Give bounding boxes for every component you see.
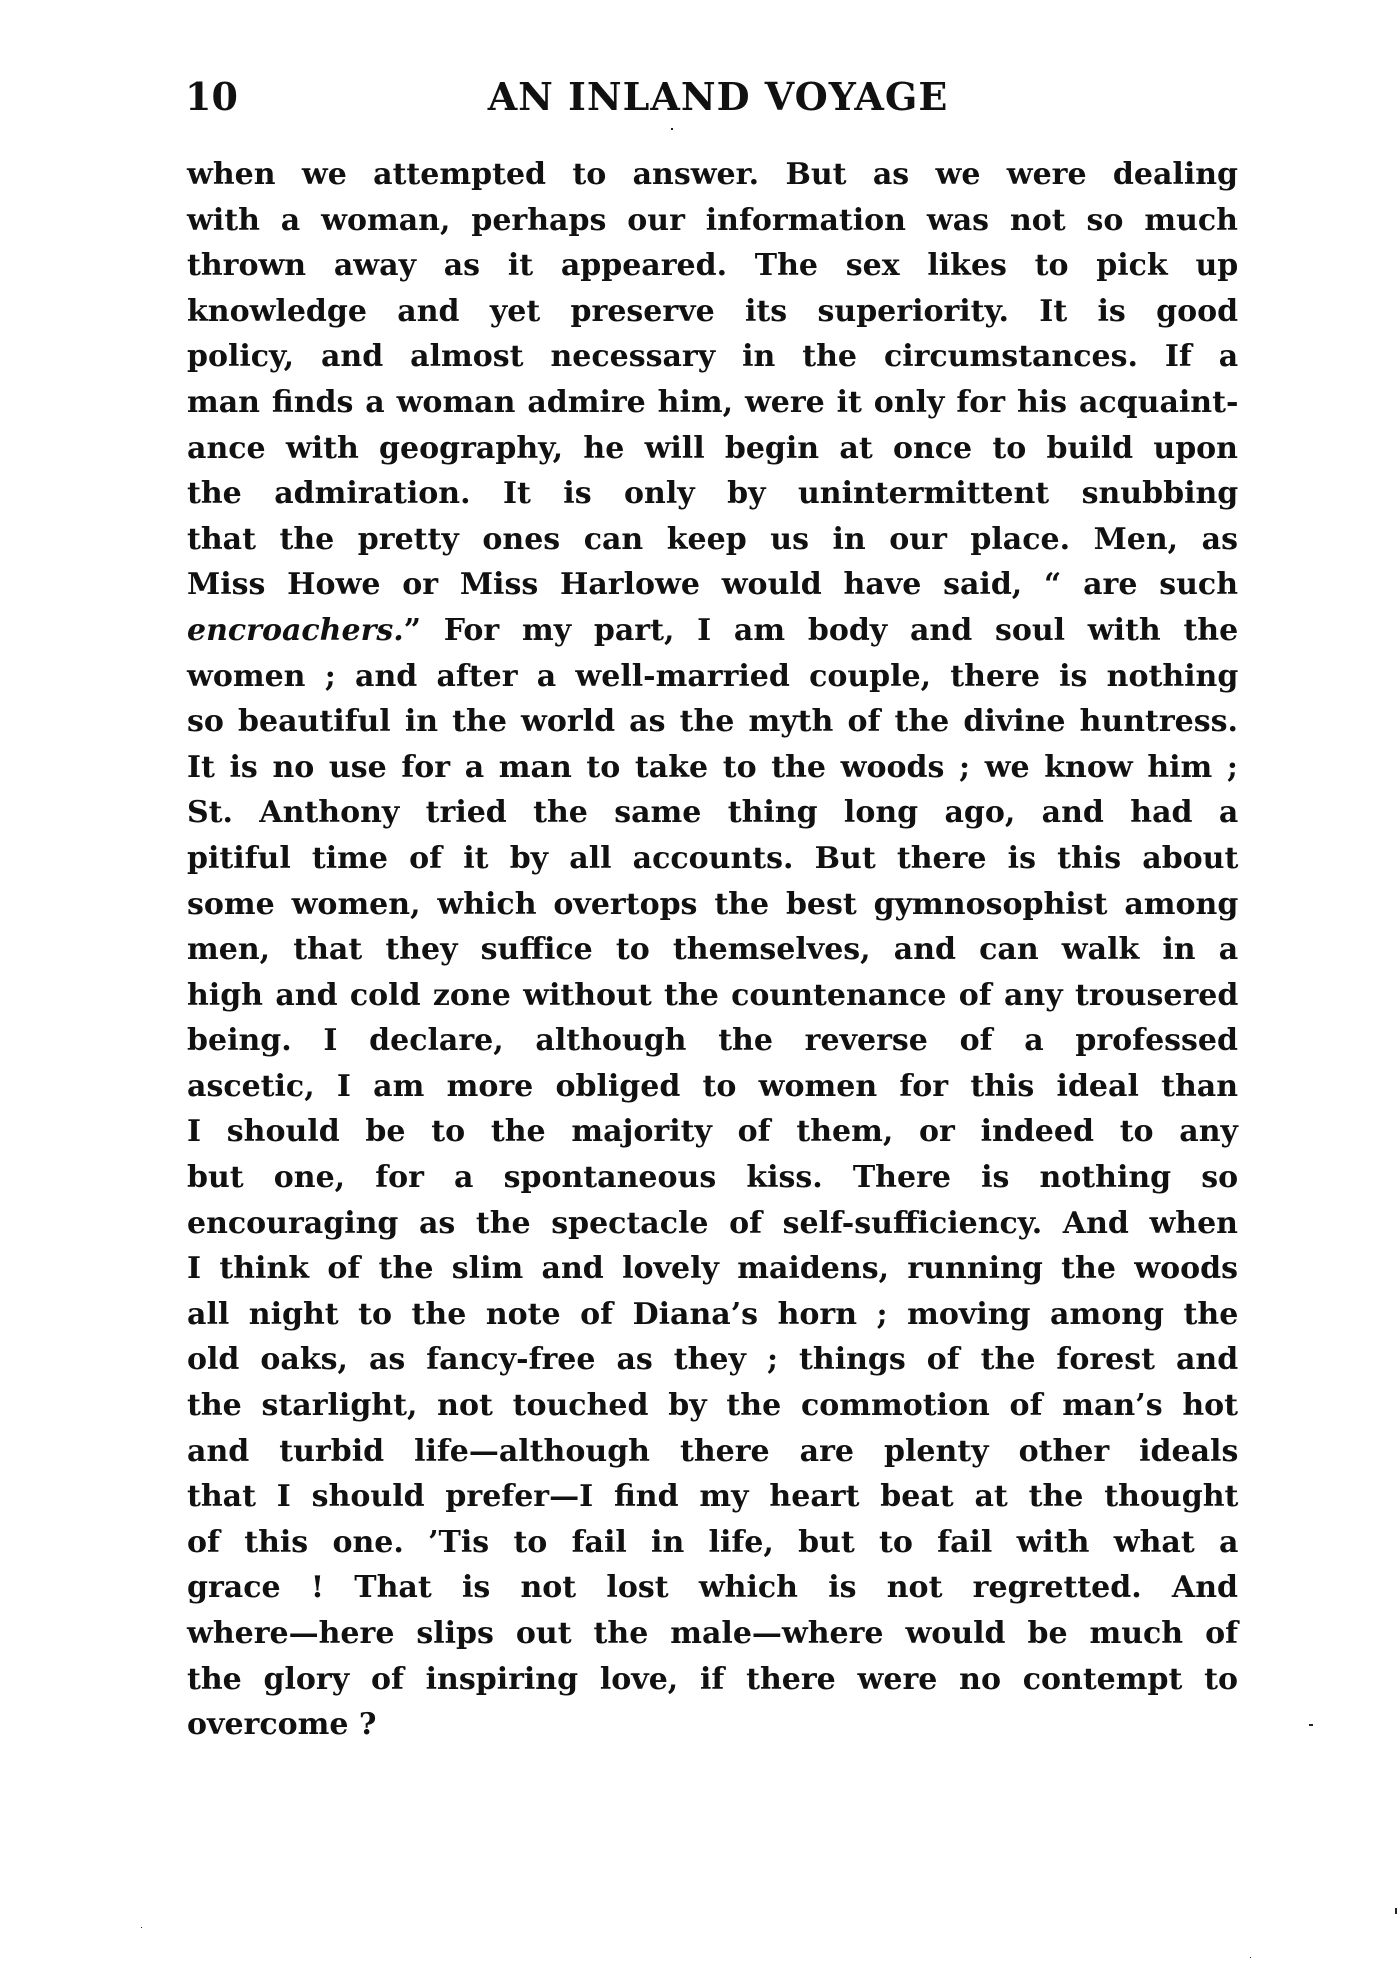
text-line: the glory of inspiring love, if there were no contempt to	[187, 1661, 1238, 1697]
text-line: old oaks, as fancy-free as they ; things of the forest and	[187, 1342, 1239, 1378]
body-text	[187, 152, 1238, 1748]
text-line: St. Anthony tried the same thing long ago, and had a	[187, 795, 1239, 831]
text-line: the admiration. It is only by unintermittent snubbing	[187, 476, 1239, 512]
text-line: ascetic, I am more obliged to women for this ideal than	[187, 1068, 1239, 1104]
text-line: thrown away as it appeared. The sex likes to pick up	[187, 248, 1239, 284]
text-line: high and cold zone without the countenance of any trousered	[187, 977, 1239, 1013]
text-line: man finds a woman admire him, were it only for his acquaint-	[187, 384, 1239, 420]
text-line: that I should prefer—I find my heart beat at the thought	[187, 1479, 1239, 1515]
text-line: knowledge and yet preserve its superiority. It is good	[187, 293, 1239, 329]
text-line: when we attempted to answer. But as we were dealing	[187, 157, 1238, 192]
text-line: It is no use for a man to take to the woods ; we know him ;	[187, 749, 1238, 785]
page-number: 10	[185, 74, 238, 119]
scan-speck	[1309, 1724, 1313, 1726]
italic-word: encroachers.	[187, 612, 404, 648]
scan-speck	[1395, 1908, 1397, 1914]
text-line: I should be to the majority of them, or indeed to any	[187, 1114, 1238, 1150]
scan-speck	[671, 128, 673, 130]
text-line: with a woman, perhaps our information was not so much	[187, 202, 1238, 238]
text-line-final: overcome ?	[187, 1707, 377, 1743]
text-line: grace ! That is not lost which is not regretted. And	[187, 1570, 1238, 1606]
text-line: women ; and after a well-married couple, there is nothing	[187, 658, 1239, 694]
text-line: men, that they suffice to themselves, and can walk in a	[187, 932, 1239, 968]
text-line: I think of the slim and lovely maidens, running the woods	[187, 1251, 1238, 1287]
text-line: that the pretty ones can keep us in our place. Men, as	[187, 521, 1238, 557]
text-line: pitiful time of it by all accounts. But there is this about	[187, 840, 1239, 876]
text-line-with-italic	[187, 608, 1238, 654]
running-head	[185, 72, 1238, 122]
text-line: ance with geography, he will begin at once to build upon	[187, 430, 1238, 466]
text-line: Miss Howe or Miss Harlowe would have said, “ are such	[187, 567, 1238, 603]
scan-speck	[141, 1927, 142, 1928]
text-line: encouraging as the spectacle of self-sufficiency. And when	[187, 1205, 1238, 1241]
scan-speck	[1250, 1957, 1251, 1958]
text-line: the starlight, not touched by the commotion of man’s hot	[187, 1388, 1239, 1424]
running-title: AN INLAND VOYAGE	[487, 74, 949, 119]
text-line: so beautiful in the world as the myth of the divine huntress.	[187, 704, 1238, 740]
text-line: being. I declare, although the reverse of a professed	[187, 1023, 1238, 1059]
text-line: all night to the note of Diana’s horn ; moving among the	[187, 1296, 1239, 1332]
text-line: where—here slips out the male—where would be much of	[187, 1616, 1238, 1651]
text-line: policy, and almost necessary in the circumstances. If a	[187, 339, 1239, 375]
text-line: and turbid life—although there are plenty other ideals	[187, 1433, 1239, 1469]
text-line: some women, which overtops the best gymnosophist among	[187, 886, 1239, 922]
text-line-rest: ” For my part, I am body and soul with the	[403, 612, 1239, 648]
text-line: but one, for a spontaneous kiss. There is nothing so	[187, 1160, 1239, 1196]
text-line: of this one. ’Tis to fail in life, but to fail with what a	[187, 1524, 1239, 1560]
